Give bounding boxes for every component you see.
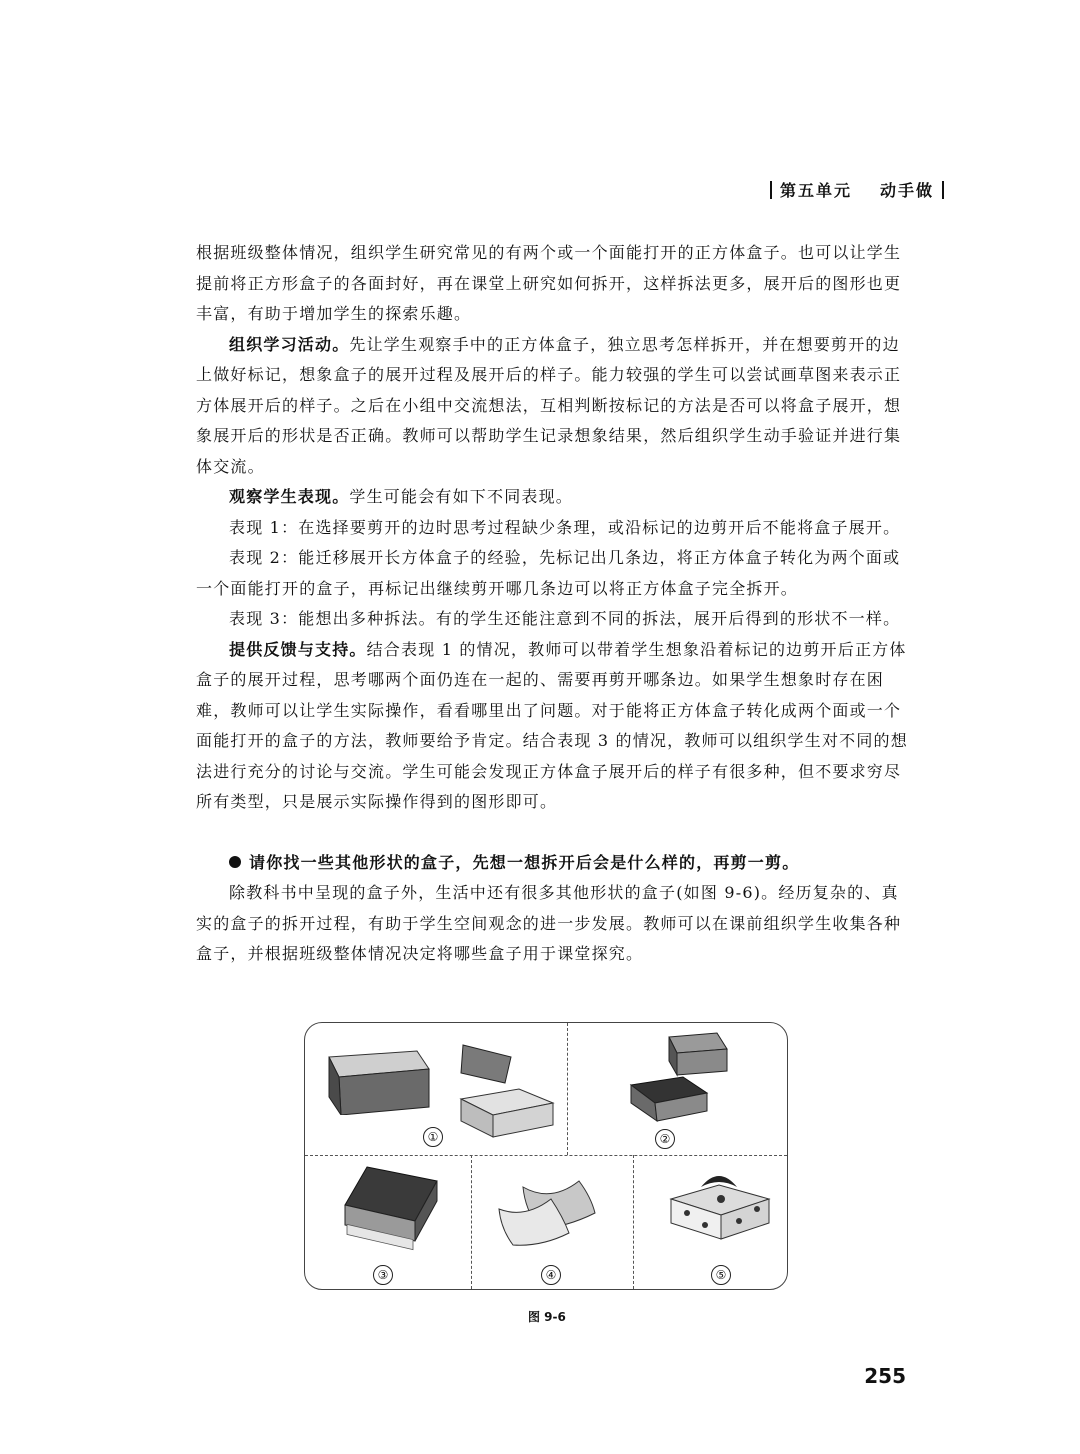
figure-label-2: ② [655,1129,675,1149]
paragraph-5: 表现 2：能迁移展开长方体盒子的经验，先标记出几条边，将正方体盒子转化为两个面或一个面能打开的盒子，再标记出继续剪开哪几条边可以将正方体盒子完全拆开。 [196,548,901,598]
paragraph-8: 除教科书中呈现的盒子外，生活中还有很多其他形状的盒子(如图 9-6)。经历复杂的、真实的盒子的拆开过程，有助于学生空间观念的进一步发展。教师可以在课前组织学生收集各种盒子，并根据班级整体情况决定将哪些盒子用于课堂探究。 [196,883,902,963]
figure-divider-bottom-left [471,1155,472,1289]
header-unit: 第五单元 [779,181,852,200]
box-3-image [341,1165,441,1259]
paragraph-4: 表现 1：在选择要剪开的边时思考过程缺少条理，或沿标记的边剪开后不能将盒子展开。 [229,517,901,537]
task-text: 请你找一些其他形状的盒子，先想一想拆开后会是什么样的，再剪一剪。 [249,852,800,872]
paragraph-2-lead: 组织学习活动。 [229,334,350,354]
figure-9-6 [304,1022,788,1290]
paragraph-7-text: 结合表现 1 的情况，教师可以带着学生想象沿着标记的边剪开后正方体盒子的展开过程，思考哪两个面仍连在一起的、需要再剪开哪条边。如果学生想象时存在困难，教师可以让学生实际操作，看看哪里出了问题。对于能将正方体盒子转化成两个面或一个面能打开的盒子的方法，教师要给予肯定。结合表现 3 的情况，教师可以组织学生对不同的想法进行充分的讨论与交流。学生可能会发现正方体盒子展开后的样子有很多种，但不要求穷尽所有类型，只是展示实际操作得到的图形即可。 [196,639,908,811]
task-prompt [196,848,908,879]
figure-divider-bottom-right [633,1155,634,1289]
figure-divider-horizontal [305,1155,787,1156]
header-bar-right [942,181,944,199]
figure-divider-top [567,1023,568,1155]
paragraph-2-text: 先让学生观察手中的正方体盒子，独立思考怎样拆开，并在想要剪开的边上做好标记，想象盒子的展开过程及展开后的样子。能力较强的学生可以尝试画草图来表示正方体展开后的样子。之后在小组中交流想法，互相判断按标记的方法是否可以将盒子展开，想象展开后的形状是否正确。教师可以帮助学生记录想象结果，然后组织学生动手验证并进行集体交流。 [196,334,902,476]
paragraph-3-text: 学生可能会有如下不同表现。 [349,487,574,506]
box-4-pillow-image [495,1169,605,1253]
paragraph-3-lead: 观察学生表现。 [229,487,350,506]
figure-label-5: ⑤ [711,1265,731,1285]
paragraph-7-lead: 提供反馈与支持。 [229,639,367,659]
box-1-open-image [453,1043,563,1143]
body-text [196,238,908,970]
header-bar-left [770,181,772,199]
box-5-gift-image [665,1163,775,1247]
figure-label-1: ① [423,1127,443,1147]
paragraph-3 [196,482,908,513]
header-title: 动手做 [879,181,934,200]
box-2-image [625,1031,735,1127]
figure-label-4: ④ [541,1265,561,1285]
running-header [770,178,944,201]
paragraph-6: 表现 3：能想出多种拆法。有的学生还能注意到不同的拆法，展开后得到的形状不一样。 [229,609,901,628]
paragraph-2 [196,330,908,483]
page-number: 255 [864,1364,906,1388]
figure-caption: 图 9-6 [528,1310,566,1324]
figure-label-3: ③ [373,1265,393,1285]
bullet-icon [229,856,241,868]
box-1-closed-image [325,1045,435,1119]
paragraph-7 [196,635,908,818]
paragraph-1: 根据班级整体情况，组织学生研究常见的有两个或一个面能打开的正方体盒子。也可以让学生提前将正方形盒子的各面封好，再在课堂上研究如何拆开，这样拆法更多，展开后的图形也更丰富，有助于增加学生的探索乐趣。 [196,243,902,323]
